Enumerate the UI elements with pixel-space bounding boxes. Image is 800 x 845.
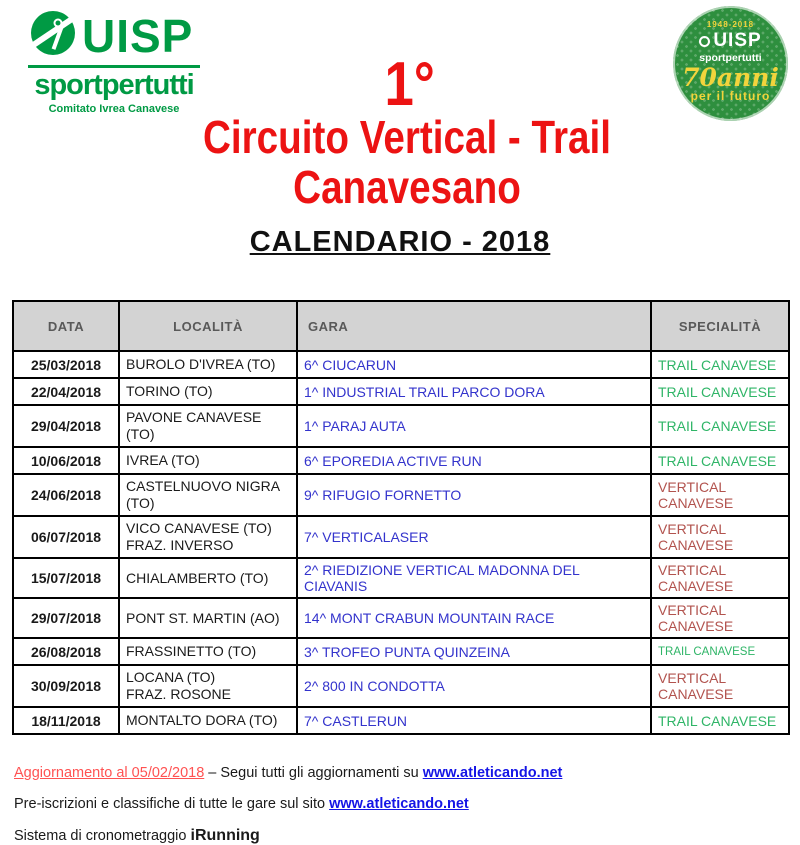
timing-line <box>14 827 800 845</box>
table-row <box>13 447 789 474</box>
date-cell: 18/11/2018 <box>13 707 119 734</box>
uisp-70th-anniversary-badge <box>673 6 788 121</box>
page-header <box>0 0 800 300</box>
location-cell: LOCANA (TO) FRAZ. ROSONE <box>119 665 297 707</box>
update-link[interactable]: Aggiornamento al 05/02/2018 <box>14 765 205 781</box>
race-cell <box>297 447 651 474</box>
race-link[interactable]: 2^ RIEDIZIONE VERTICAL MADONNA DEL CIAVANIS <box>304 562 580 594</box>
column-header-specialita: SPECIALITÀ <box>651 301 789 351</box>
location-cell: CASTELNUOVO NIGRA (TO) <box>119 474 297 516</box>
race-cell <box>297 558 651 598</box>
race-cell <box>297 474 651 516</box>
atleticando-link-2[interactable]: www.atleticando.net <box>329 796 469 812</box>
uisp-logo-rule <box>28 65 200 68</box>
column-header-gara: GARA <box>297 301 651 351</box>
race-cell <box>297 638 651 665</box>
title-ordinal: 1° <box>384 50 436 119</box>
timing-brand: iRunning <box>190 827 260 844</box>
calendar-table <box>12 300 790 735</box>
badge-uisp-ring-icon <box>699 36 710 47</box>
badge-slogan: per il futuro <box>690 89 771 103</box>
calendar-table-body <box>13 351 789 734</box>
location-cell: PAVONE CANAVESE (TO) <box>119 405 297 447</box>
update-line <box>14 765 800 781</box>
badge-years: 1948-2018 <box>706 20 755 29</box>
prereg-text: Pre-iscrizioni e classifiche di tutte le gare sul sito <box>14 796 326 812</box>
uisp-logo <box>28 8 200 115</box>
specialty-cell: VERTICAL CANAVESE <box>651 598 789 638</box>
title-line-2: Canavesano <box>293 161 521 213</box>
column-header-data: DATA <box>13 301 119 351</box>
location-cell: VICO CANAVESE (TO) FRAZ. INVERSO <box>119 516 297 558</box>
race-link[interactable]: 2^ 800 IN CONDOTTA <box>304 678 445 694</box>
location-cell: MONTALTO DORA (TO) <box>119 707 297 734</box>
race-link[interactable]: 7^ CASTLERUN <box>304 712 408 729</box>
race-link[interactable]: 1^ INDUSTRIAL TRAIL PARCO DORA <box>304 383 545 400</box>
table-row <box>13 707 789 734</box>
table-row <box>13 598 789 638</box>
race-link[interactable]: 7^ VERTICALASER <box>304 529 429 545</box>
race-cell <box>297 665 651 707</box>
badge-anniversary: 70anni <box>682 63 779 92</box>
location-cell: PONT ST. MARTIN (AO) <box>119 598 297 638</box>
date-cell: 29/07/2018 <box>13 598 119 638</box>
specialty-cell: VERTICAL CANAVESE <box>651 474 789 516</box>
uisp-committee: Comitato Ivrea Canavese <box>48 103 180 115</box>
race-link[interactable]: 6^ EPOREDIA ACTIVE RUN <box>304 452 482 469</box>
race-cell <box>297 351 651 378</box>
preregistration-line <box>14 796 800 812</box>
specialty-cell: TRAIL CANAVESE <box>651 378 789 405</box>
specialty-cell: VERTICAL CANAVESE <box>651 558 789 598</box>
calendar-subtitle: CALENDARIO - 2018 <box>249 226 551 258</box>
uisp-logo-icon <box>28 8 78 63</box>
page-footer <box>14 765 800 845</box>
date-cell: 24/06/2018 <box>13 474 119 516</box>
table-row <box>13 558 789 598</box>
table-row <box>13 378 789 405</box>
table-row <box>13 405 789 447</box>
date-cell: 06/07/2018 <box>13 516 119 558</box>
race-link[interactable]: 3^ TROFEO PUNTA QUINZEINA <box>304 643 510 660</box>
badge-brand: sportpertutti <box>699 52 762 64</box>
specialty-cell: TRAIL CANAVESE <box>651 351 789 378</box>
badge-acronym: UISP <box>713 30 762 51</box>
location-cell: TORINO (TO) <box>119 378 297 405</box>
location-cell: FRASSINETTO (TO) <box>119 638 297 665</box>
race-link[interactable]: 6^ CIUCARUN <box>304 356 397 373</box>
table-row <box>13 516 789 558</box>
uisp-acronym: UISP <box>82 9 194 62</box>
date-cell: 29/04/2018 <box>13 405 119 447</box>
table-row <box>13 351 789 378</box>
race-cell <box>297 707 651 734</box>
date-cell: 10/06/2018 <box>13 447 119 474</box>
date-cell: 22/04/2018 <box>13 378 119 405</box>
table-row <box>13 474 789 516</box>
column-header-localita: LOCALITÀ <box>119 301 297 351</box>
location-cell: IVREA (TO) <box>119 447 297 474</box>
date-cell: 15/07/2018 <box>13 558 119 598</box>
table-header-row <box>13 301 789 351</box>
race-cell <box>297 598 651 638</box>
race-link[interactable]: 1^ PARAJ AUTA <box>304 418 406 434</box>
specialty-cell: TRAIL CANAVESE <box>651 707 789 734</box>
date-cell: 30/09/2018 <box>13 665 119 707</box>
update-rest-text: – Segui tutti gli aggiornamenti su <box>208 765 419 781</box>
race-cell <box>297 405 651 447</box>
race-cell <box>297 516 651 558</box>
table-row <box>13 665 789 707</box>
specialty-cell: VERTICAL CANAVESE <box>651 516 789 558</box>
date-cell: 26/08/2018 <box>13 638 119 665</box>
specialty-cell: TRAIL CANAVESE <box>651 638 789 665</box>
location-cell: BUROLO D'IVREA (TO) <box>119 351 297 378</box>
timing-text: Sistema di cronometraggio <box>14 828 187 844</box>
specialty-cell: TRAIL CANAVESE <box>651 447 789 474</box>
specialty-cell: VERTICAL CANAVESE <box>651 665 789 707</box>
uisp-brand: sportpertutti <box>34 69 194 101</box>
race-link[interactable]: 9^ RIFUGIO FORNETTO <box>304 487 462 503</box>
race-cell <box>297 378 651 405</box>
specialty-cell: TRAIL CANAVESE <box>651 405 789 447</box>
date-cell: 25/03/2018 <box>13 351 119 378</box>
title-line-1: Circuito Vertical - Trail <box>202 111 612 163</box>
table-row <box>13 638 789 665</box>
location-cell: CHIALAMBERTO (TO) <box>119 558 297 598</box>
race-link[interactable]: 14^ MONT CRABUN MOUNTAIN RACE <box>304 610 555 626</box>
atleticando-link-1[interactable]: www.atleticando.net <box>422 765 563 781</box>
